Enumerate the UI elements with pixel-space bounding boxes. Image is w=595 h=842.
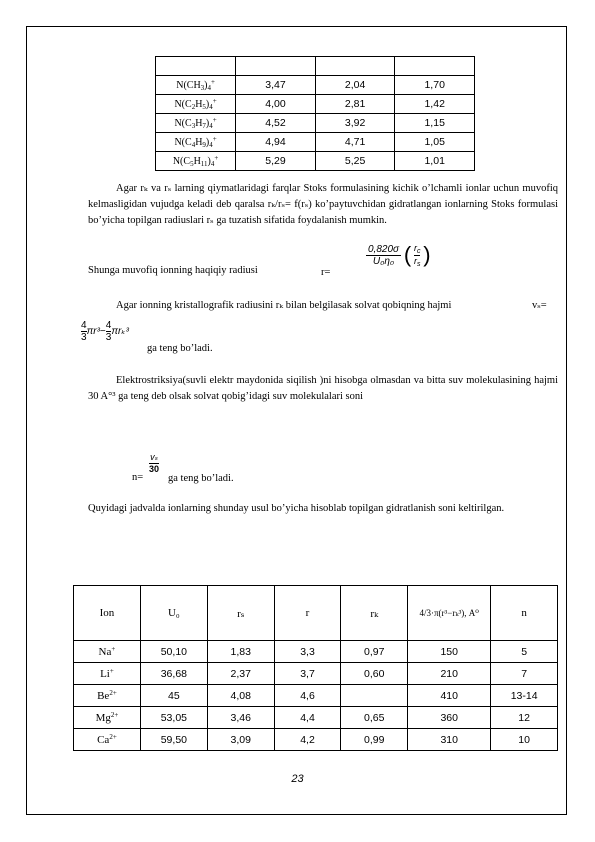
value-cell: 4,71 — [315, 133, 395, 152]
ion-formula-cell: $N(CH_3)_4^+$ — [156, 76, 236, 95]
paragraph-table-intro: Quyidagi jadvalda ionlarning shunday usul bo’yicha hisoblab topilgan gidratlanish soni keltirilgan. — [88, 503, 505, 514]
value-cell: 1,70 — [395, 76, 475, 95]
value-cell — [341, 685, 408, 707]
formula-numerator: 0,820σ — [368, 243, 400, 255]
value-cell: 4,00 — [236, 95, 316, 114]
paragraph-solvate-volume: Agar ionning kristallografik radiusini rₖ bilan belgilasak solvat qobiqning hajmi — [116, 300, 452, 311]
value-cell: 1,05 — [395, 133, 475, 152]
table-row — [74, 729, 558, 751]
n-denominator: 30 — [149, 464, 160, 474]
radius-table — [155, 56, 475, 171]
table-header-row — [156, 57, 475, 76]
ion-cell: Li+ — [74, 663, 141, 685]
value-cell: 0,99 — [341, 729, 408, 751]
table-row — [74, 707, 558, 729]
formula-denominator: U₀η₀ — [372, 255, 395, 267]
frac-num-sub: c — [416, 247, 421, 255]
value-cell: 5,25 — [315, 152, 395, 171]
table-header-row — [74, 586, 558, 641]
table-row — [74, 641, 558, 663]
value-cell: 1,42 — [395, 95, 475, 114]
col-rc: rₖ — [341, 586, 408, 641]
col-volume: 4/3·π(r³−rₖ³), A⁰ — [408, 586, 491, 641]
value-cell: 2,37 — [207, 663, 274, 685]
minus-sign: − — [99, 326, 106, 337]
ion-formula-cell: $N(C_2H_5)_4^+$ — [156, 95, 236, 114]
paragraph-stokes: Agar rₖ va rₛ larning qiymatlaridagi farqlar Stoks formulasining kichik o’lchamli ionlar uchun muvofiq kelmasligidan vujudga keladi deb qaralsa rₖ/rₛ= f(rₛ) ko’paytuvchidan gidratlangan ionlarning Stoks formulasi bo’yicha topilgan radiuslari rₛ ga tuzatish sifatida foydalanish mumkin. — [88, 183, 558, 226]
value-cell: 210 — [408, 663, 491, 685]
pi-rc-cubed: πrₖ³ — [111, 326, 129, 337]
value-cell: 10 — [491, 729, 558, 751]
value-cell: 1,83 — [207, 641, 274, 663]
value-cell: 4,94 — [236, 133, 316, 152]
value-cell: 36,68 — [140, 663, 207, 685]
solvate-volume-ending: ga teng bo’ladi. — [147, 343, 213, 354]
value-cell: 2,81 — [315, 95, 395, 114]
col-r: r — [274, 586, 341, 641]
ion-cell: Na+ — [74, 641, 141, 663]
ion-formula-cell: $N(C_5H_{11})_4^+$ — [156, 152, 236, 171]
value-cell: 3,7 — [274, 663, 341, 685]
value-cell: 3,47 — [236, 76, 316, 95]
value-cell: 4,2 — [274, 729, 341, 751]
value-cell: 0,97 — [341, 641, 408, 663]
value-cell: 310 — [408, 729, 491, 751]
table-row — [156, 114, 475, 133]
value-cell: 3,46 — [207, 707, 274, 729]
page-number: 23 — [291, 773, 304, 785]
value-cell: 1,15 — [395, 114, 475, 133]
value-cell: 50,10 — [140, 641, 207, 663]
value-cell: 4,52 — [236, 114, 316, 133]
ion-formula-cell: $N(C_3H_7)_4^+$ — [156, 114, 236, 133]
table-row — [156, 133, 475, 152]
formula-true-radius: $\frac{0,820\sigma}{\text{U₀η₀}}$ ( $\frac{r_c}{r_s}$ ) — [368, 242, 431, 268]
value-cell: 3,92 — [315, 114, 395, 133]
frac-four: 4 — [81, 320, 87, 331]
value-cell: 4,08 — [207, 685, 274, 707]
value-cell: 59,50 — [140, 729, 207, 751]
paragraph-electrostriction: Elektrostriksiya(suvli elektr maydonida siqilish )ni hisobga olmasdan va bitta suv molekulasining hajmi 30 A°³ ga teng deb olsak solvat qobig’idagi suv molekulalari soni — [88, 375, 558, 402]
value-cell: 7 — [491, 663, 558, 685]
value-cell: 5,29 — [236, 152, 316, 171]
ion-cell: $Be^{2+}$ — [74, 685, 141, 707]
value-cell: 4,6 — [274, 685, 341, 707]
frac-den-sub: s — [416, 260, 421, 268]
value-cell: 1,01 — [395, 152, 475, 171]
table-row — [156, 95, 475, 114]
frac-three: 3 — [81, 332, 87, 343]
paragraph-true-radius: Shunga muvofiq ionning haqiqiy radiusi — [88, 265, 258, 276]
ion-cell: $Mg^{2+}$ — [74, 707, 141, 729]
formula-n — [149, 452, 159, 474]
value-cell: 12 — [491, 707, 558, 729]
n-formula-ending: ga teng bo’ladi. — [168, 473, 234, 484]
value-cell: 45 — [140, 685, 207, 707]
frac-num-r: r — [413, 242, 417, 253]
col-ion: Ion — [74, 586, 141, 641]
n-eq-lhs: n= — [132, 472, 144, 483]
frac-den-r: r — [413, 255, 417, 266]
col-n: n — [491, 586, 558, 641]
value-cell: 53,05 — [140, 707, 207, 729]
n-numerator: vₛ — [150, 452, 158, 462]
vs-label: vₛ= — [532, 300, 547, 311]
value-cell: 4,4 — [274, 707, 341, 729]
frac-four-2: 4 — [105, 320, 112, 331]
table-row — [156, 152, 475, 171]
col-rs: rₛ — [207, 586, 274, 641]
pi-r-cubed: πr³ — [86, 326, 100, 337]
hydration-table — [73, 585, 558, 751]
value-cell: 410 — [408, 685, 491, 707]
table-row — [74, 685, 558, 707]
col-u0: U₀ — [140, 586, 207, 641]
value-cell: 13-14 — [491, 685, 558, 707]
value-cell: 0,65 — [341, 707, 408, 729]
value-cell: 5 — [491, 641, 558, 663]
ion-cell: $Ca^{2+}$ — [74, 729, 141, 751]
value-cell: 3,3 — [274, 641, 341, 663]
value-cell: 3,09 — [207, 729, 274, 751]
formula-solvate-volume — [81, 320, 129, 343]
value-cell: 360 — [408, 707, 491, 729]
table-row — [156, 76, 475, 95]
table-row — [74, 663, 558, 685]
ion-formula-cell: $N(C_4H_9)_4^+$ — [156, 133, 236, 152]
radius-eq-lhs: r= — [321, 267, 331, 278]
value-cell: 150 — [408, 641, 491, 663]
value-cell: 2,04 — [315, 76, 395, 95]
value-cell: 0,60 — [341, 663, 408, 685]
frac-three-2: 3 — [105, 332, 112, 343]
